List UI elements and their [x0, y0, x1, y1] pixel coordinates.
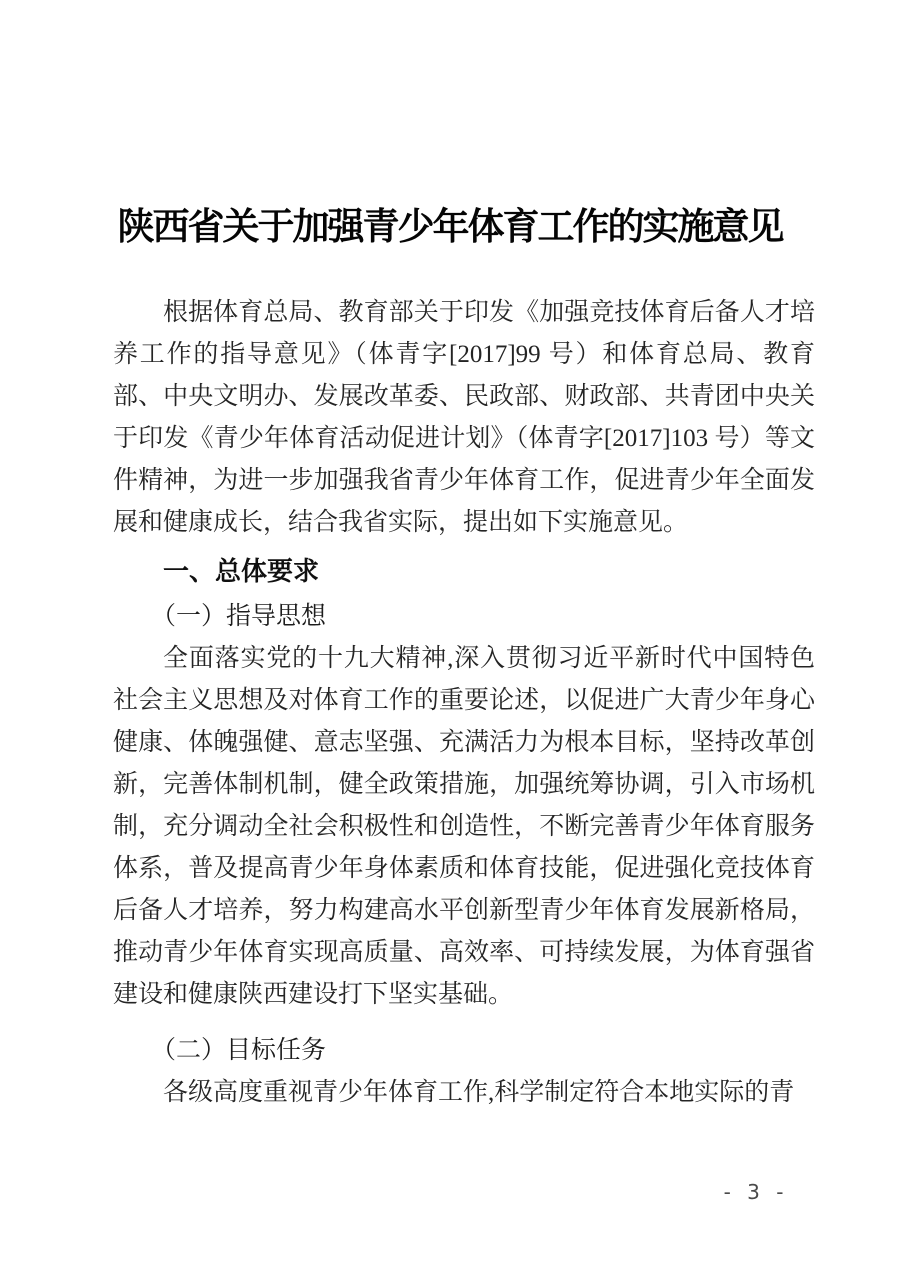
guiding-ideology-paragraph: 全面落实党的十九大精神,深入贯彻习近平新时代中国特色社会主义思想及对体育工作的重要论述，以促进广大青少年身心健康、体魄强健、意志坚强、充满活力为根本目标，坚持改革创新，完善体制机制，健全政策措施，加强统筹协调，引入市场机制，充分调动全社会积极性和创造性，不断完善青少年体育服务体系，普及提高青少年身体素质和体育技能，促进强化竞技体育后备人才培养，努力构建高水平创新型青少年体育发展新格局，推动青少年体育实现高质量、高效率、可持续发展，为体育强省建设和健康陕西建设打下坚实基础。 — [113, 645, 815, 1008]
page-number: - 3 - — [723, 1180, 789, 1204]
subsection-heading-target-tasks: （二）目标任务 — [151, 1037, 327, 1064]
subsection-heading-guiding-ideology: （一）指导思想 — [151, 603, 327, 630]
target-tasks-paragraph: 各级高度重视青少年体育工作,科学制定符合本地实际的青 — [163, 1079, 795, 1106]
section-heading-overall-requirements: 一、总体要求 — [163, 556, 320, 586]
intro-paragraph: 根据体育总局、教育部关于印发《加强竞技体育后备人才培养工作的指导意见》（体青字[2017]99 号）和体育总局、教育部、中央文明办、发展改革委、民政部、财政部、共青团中央关于印发《青少年体育活动促进计划》（体青字[2017]103 号）等文件精神，为进一步加强我省青少年体育工作，促进青少年全面发展和健康成长，结合我省实际，提出如下实施意见。 — [113, 299, 815, 536]
document-body — [113, 292, 815, 1114]
document-title: 陕西省关于加强青少年体育工作的实施意见 — [117, 207, 783, 248]
